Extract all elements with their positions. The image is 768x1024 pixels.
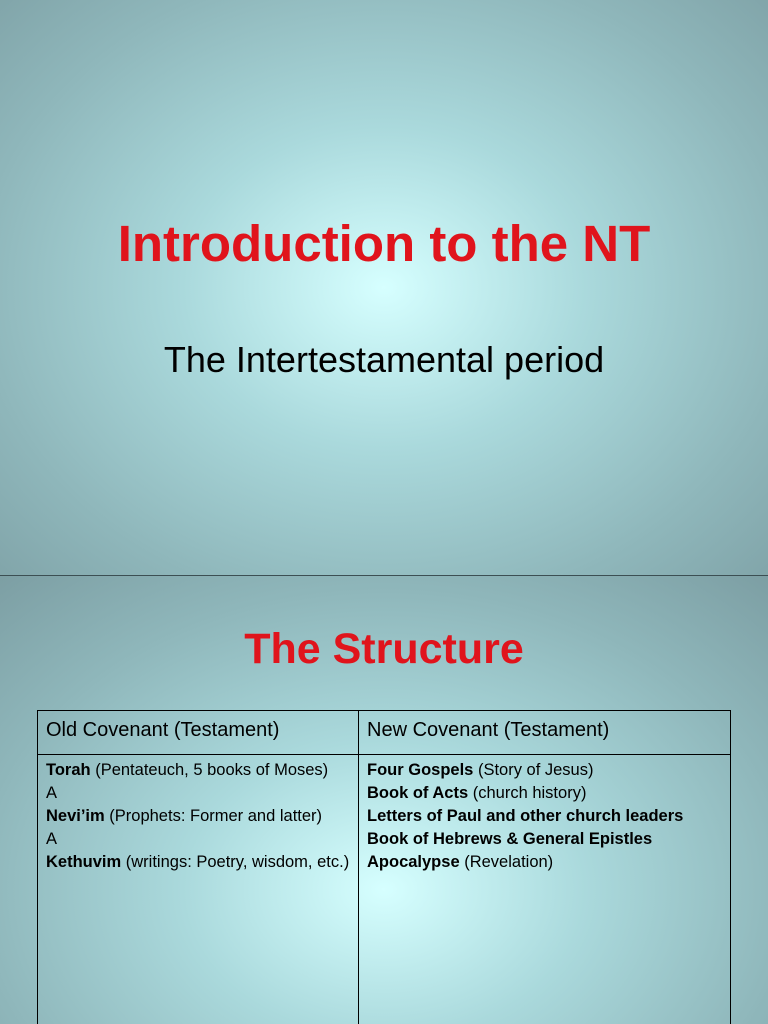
list-item: Kethuvim (writings: Poetry, wisdom, etc.) (46, 853, 350, 871)
list-item: A (46, 830, 58, 848)
old-covenant-header: Old Covenant (Testament) (38, 711, 358, 755)
new-covenant-header: New Covenant (Testament) (359, 711, 730, 755)
list-item: Book of Acts (church history) (367, 784, 587, 802)
new-covenant-column (359, 711, 730, 1024)
new-covenant-list (359, 755, 730, 874)
old-covenant-column (38, 711, 359, 1024)
structure-title: The Structure (244, 625, 524, 673)
list-item: Four Gospels (Story of Jesus) (367, 761, 594, 779)
list-item: Letters of Paul and other church leaders (367, 807, 684, 825)
list-item: Nevi’im (Prophets: Former and latter) (46, 807, 323, 825)
covenant-table (37, 710, 731, 1024)
list-item: Apocalypse (Revelation) (367, 853, 554, 871)
slide-subtitle: The Intertestamental period (163, 339, 605, 380)
list-item: Torah (Pentateuch, 5 books of Moses) (46, 761, 329, 779)
slide-title: Introduction to the NT (117, 215, 651, 272)
list-item: A (46, 784, 58, 802)
list-item: Book of Hebrews & General Epistles (367, 830, 653, 848)
structure-slide (0, 576, 768, 1024)
old-covenant-list (38, 755, 358, 874)
